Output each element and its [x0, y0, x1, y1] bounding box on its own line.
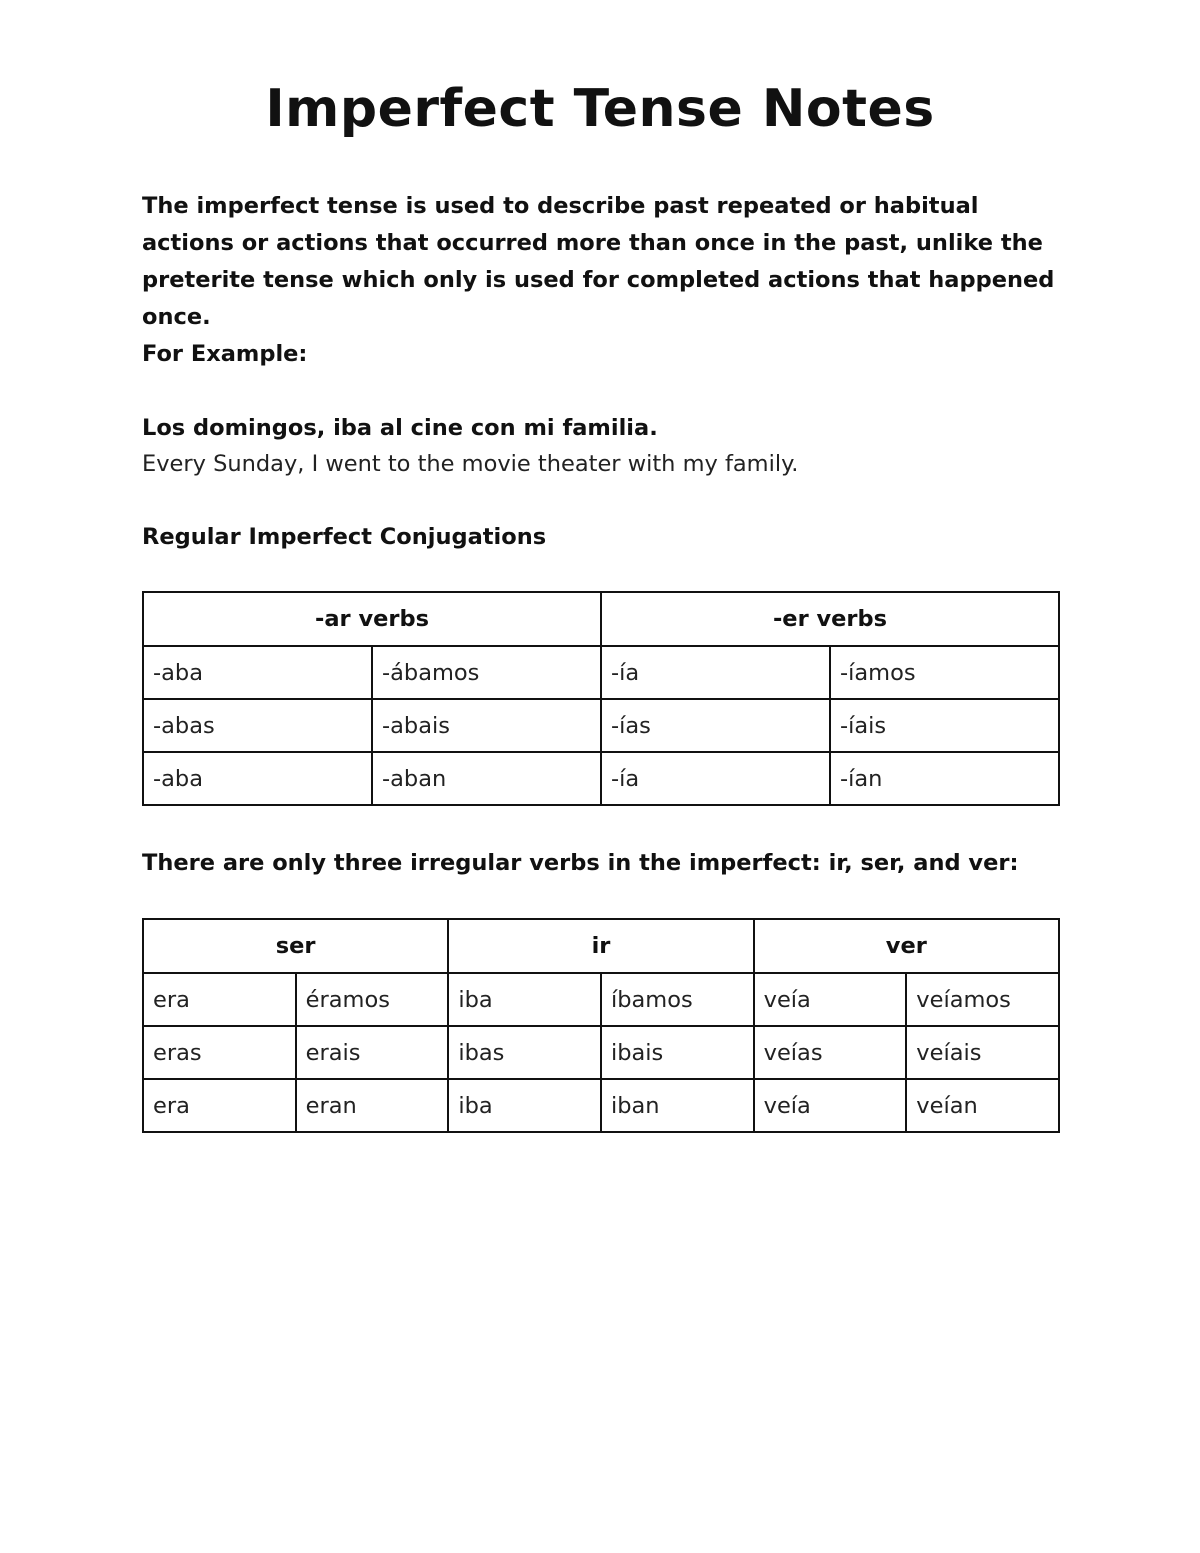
table-cell: -ías — [601, 699, 830, 752]
table-cell: -íamos — [830, 646, 1059, 699]
table-cell: -aba — [143, 646, 372, 699]
table-cell: iba — [448, 973, 601, 1026]
table-header-row — [143, 919, 1059, 973]
table-cell: veía — [754, 973, 907, 1026]
table-header-cell: -er verbs — [601, 592, 1059, 646]
table-cell: iban — [601, 1079, 754, 1132]
table-cell: veíamos — [906, 973, 1059, 1026]
irregular-heading: There are only three irregular verbs in the imperfect: ir, ser, and ver: — [142, 850, 1019, 876]
table-cell: éramos — [296, 973, 449, 1026]
table-header-row — [143, 592, 1059, 646]
table-cell: eran — [296, 1079, 449, 1132]
table-cell: ibas — [448, 1026, 601, 1079]
table-cell: veíais — [906, 1026, 1059, 1079]
table-header-cell: ir — [448, 919, 753, 973]
table-cell: erais — [296, 1026, 449, 1079]
table-cell: -íais — [830, 699, 1059, 752]
table-cell: -ía — [601, 752, 830, 805]
table-cell: veía — [754, 1079, 907, 1132]
table-header-cell: ver — [754, 919, 1059, 973]
table-cell: eras — [143, 1026, 296, 1079]
table-row — [143, 646, 1059, 699]
table-cell: ibais — [601, 1026, 754, 1079]
table-cell: íbamos — [601, 973, 754, 1026]
table-cell: -ía — [601, 646, 830, 699]
table-cell: -abais — [372, 699, 601, 752]
page-title: Imperfect Tense Notes — [265, 79, 935, 139]
table-cell: veías — [754, 1026, 907, 1079]
table-row — [143, 1079, 1059, 1132]
table-header-cell: -ar verbs — [143, 592, 601, 646]
table-row — [143, 1026, 1059, 1079]
regular-heading: Regular Imperfect Conjugations — [142, 524, 547, 550]
table-cell: -aba — [143, 752, 372, 805]
intro-paragraph: The imperfect tense is used to describe past repeated or habitual actions or actions that occurred more than once in the past, unlike the preterite tense which only is used for completed actions that happened once. — [142, 193, 1055, 330]
irregular-verbs-table — [142, 918, 1060, 1133]
table-row — [143, 699, 1059, 752]
table-cell: iba — [448, 1079, 601, 1132]
example-label: For Example: — [142, 341, 308, 367]
table-cell: -aban — [372, 752, 601, 805]
example-translation: Every Sunday, I went to the movie theater with my family. — [142, 451, 799, 477]
table-cell: -abas — [143, 699, 372, 752]
example-sentence: Los domingos, iba al cine con mi familia. — [142, 415, 658, 441]
table-cell: era — [143, 1079, 296, 1132]
table-cell: era — [143, 973, 296, 1026]
regular-conjugation-table — [142, 591, 1060, 806]
table-row — [143, 973, 1059, 1026]
table-cell: -ían — [830, 752, 1059, 805]
table-header-cell: ser — [143, 919, 448, 973]
table-row — [143, 752, 1059, 805]
table-cell: -ábamos — [372, 646, 601, 699]
table-cell: veían — [906, 1079, 1059, 1132]
